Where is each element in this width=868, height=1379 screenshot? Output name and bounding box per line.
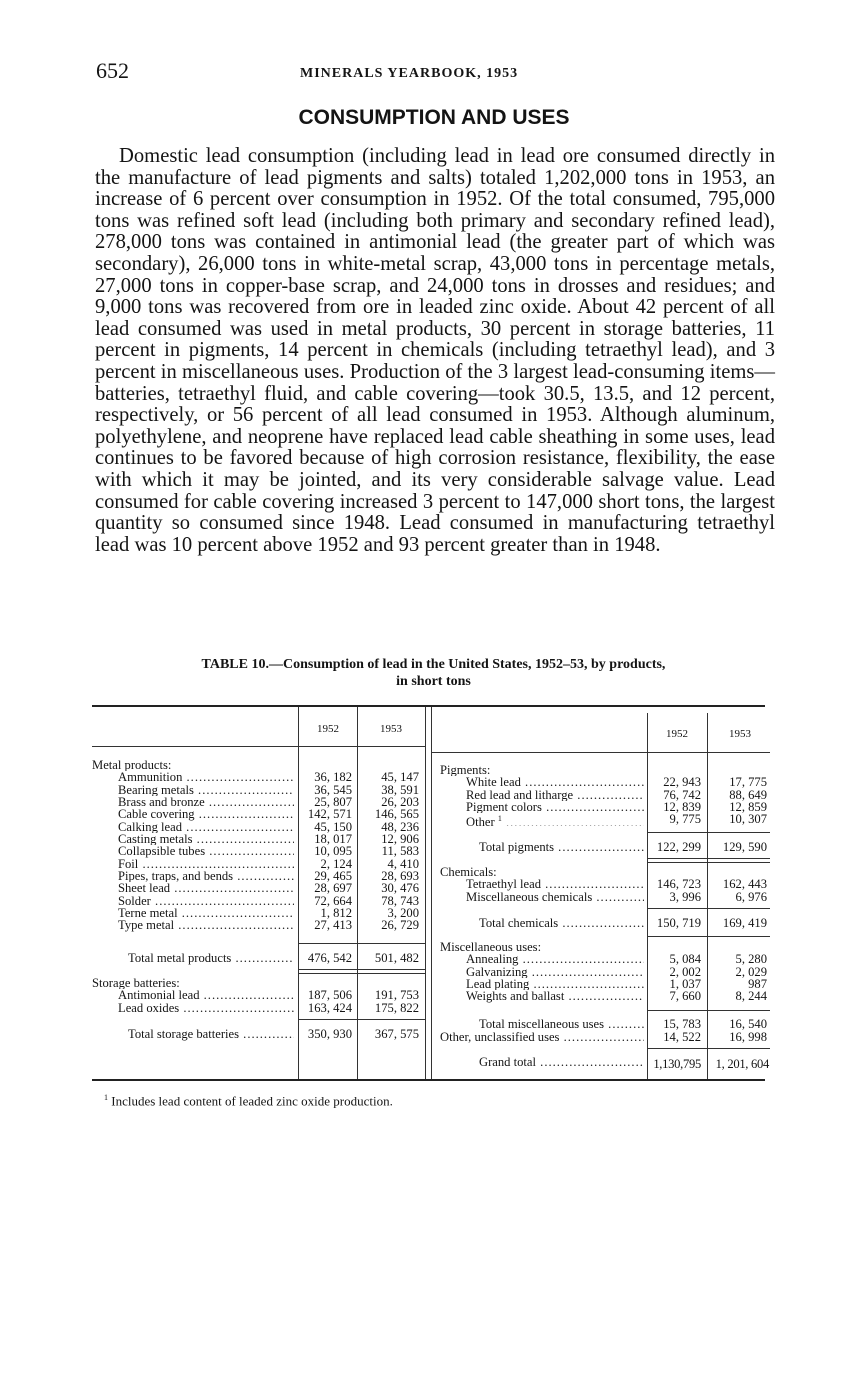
cell-1952: 22, 943 xyxy=(663,776,701,789)
other-unclassified-1952: 14, 522 xyxy=(663,1030,701,1044)
row-label xyxy=(440,813,644,825)
left-divider-b xyxy=(357,707,358,1079)
row-label: Antimonial lead ..... xyxy=(92,989,294,1001)
cell-1953: 26, 729 xyxy=(381,919,419,932)
rule xyxy=(299,1019,425,1020)
storage-batteries-1953 xyxy=(359,977,419,1014)
cell-1952: 18, 017 xyxy=(314,833,352,846)
cell-1953: 4, 410 xyxy=(387,857,419,871)
double-rule xyxy=(648,858,770,859)
cell-1952: 29, 465 xyxy=(314,870,352,883)
row-label: Pipes, traps, and bends ..... xyxy=(92,870,294,882)
cell-1952: 5, 084 xyxy=(669,953,701,966)
chemicals-labels xyxy=(440,866,644,903)
rule xyxy=(648,1048,770,1049)
row-label: Collapsible tubes ..... xyxy=(92,845,294,857)
total-misc-1952: 15, 783 xyxy=(663,1017,701,1031)
total-misc-label: Total miscellaneous uses ..... xyxy=(479,1017,644,1032)
table-bottom-rule xyxy=(92,1079,765,1081)
cell-1953: 6, 976 xyxy=(735,890,767,904)
chemicals-1952 xyxy=(649,866,701,903)
cell-1953: 3, 200 xyxy=(387,907,419,920)
row-label: White lead ..... xyxy=(440,776,644,788)
left-year-1953: 1953 xyxy=(380,723,402,735)
left-year-1952: 1952 xyxy=(317,723,339,735)
metal-products-labels xyxy=(92,759,294,932)
cell-1952: 142, 571 xyxy=(307,808,352,821)
row-label: Cable covering ..... xyxy=(92,808,294,820)
body-paragraph: Domestic lead consumption (including lead in lead ore consumed directly in the manufacture of lead pigments and salts) totaled 1,202,000 tons in 1953, an increase of 6 percent over consumption in 1952. Of the total consumed, 795,000 tons was refined soft lead (including both primary and secondary refined lead), 278,000 tons was contained in antimonial lead (the greater part of which was secondary), 26,000 tons in white-metal scrap, 43,000 tons in percentage metals, 27,000 tons in copper-base scrap, and 24,000 tons in drosses and residues; and 9,000 tons was recovered from ore in leaded zinc oxide. About 42 percent of all lead consumed was used in metal products, 30 percent in storage batteries, 11 percent in pigments, 14 percent in chemicals (including tetraethyl lead), and 3 percent in miscellaneous uses. Production of the 3 largest lead-consuming items—batteries, tetraethyl fluid, and cable covering—took 30.5, 13.5, and 12 percent, respectively, or 56 percent of all lead consumed in 1953. Although aluminum, polyethylene, and neoprene have replaced lead cable sheathing in some uses, lead continues to be favored because of high corrosion resistance, flexibility, the ease with which it may be jointed, and its very considerable salvage value. Lead consumed for cable covering increased 3 percent to 147,000 short tons, the largest quantity so consumed since 1948. Lead consumed in manufacturing tetraethyl lead was 10 percent above 1952 and 93 percent greater than in 1948. xyxy=(95,145,775,556)
table-top-rule xyxy=(92,705,765,707)
double-rule xyxy=(299,973,425,974)
cell-1952: 187, 506 xyxy=(307,989,352,1002)
cell-1952: 1, 812 xyxy=(320,907,352,920)
total-pigments-label: Total pigments ..... xyxy=(479,840,644,855)
total-metal-label: Total metal products ..... xyxy=(128,951,294,966)
storage-batteries-labels xyxy=(92,977,294,1014)
cell-1952: 1, 037 xyxy=(669,978,701,991)
row-label: Red lead and litharge ..... xyxy=(440,789,644,801)
misc-uses-1953 xyxy=(709,941,767,1003)
row-label: Solder ..... xyxy=(92,895,294,907)
section-title: CONSUMPTION AND USES xyxy=(298,106,570,129)
cell-1953: 987 xyxy=(748,978,767,991)
group-heading: Storage batteries: xyxy=(92,977,180,990)
right-year-1952: 1952 xyxy=(666,728,688,740)
caption-line-2: in short tons xyxy=(396,674,471,689)
pigments-1952 xyxy=(649,764,701,826)
cell-1952: 7, 660 xyxy=(669,990,701,1003)
cell-1953: 11, 583 xyxy=(381,845,419,858)
right-year-1953: 1953 xyxy=(729,728,751,740)
cell-1953: 8, 244 xyxy=(735,990,767,1003)
row-label: Lead plating ..... xyxy=(440,978,644,990)
grand-total-1952: 1,130,795 xyxy=(653,1057,701,1071)
cell-1952: 2, 002 xyxy=(669,965,701,979)
rule xyxy=(648,908,770,909)
center-divider-b xyxy=(431,707,432,1079)
cell-1952: 3, 996 xyxy=(669,890,701,904)
caption-line-1: TABLE 10.—Consumption of lead in the United States, 1952–53, by products, xyxy=(201,657,666,672)
cell-1952: 76, 742 xyxy=(663,788,701,802)
misc-uses-labels xyxy=(440,941,644,1003)
right-divider-a xyxy=(647,713,648,1079)
rule xyxy=(648,832,770,833)
pigments-labels xyxy=(440,764,644,826)
rule xyxy=(648,936,770,937)
cell-1952: 163, 424 xyxy=(307,1001,352,1015)
cell-1953: 12, 859 xyxy=(729,801,767,814)
total-misc-1953: 16, 540 xyxy=(729,1017,767,1031)
total-pigments-1953: 129, 590 xyxy=(722,840,767,854)
cell-1953: 30, 476 xyxy=(381,882,419,895)
metal-products-1953 xyxy=(359,759,419,932)
grand-total-1953: 1, 201, 604 xyxy=(715,1057,769,1071)
grand-total-label: Grand total ..... xyxy=(479,1055,644,1070)
cell-1953: 17, 775 xyxy=(729,776,767,789)
cell-1953: 191, 753 xyxy=(374,989,419,1002)
row-label: Brass and bronze ..... xyxy=(92,796,294,808)
rule xyxy=(299,943,425,944)
cell-1953: 2, 029 xyxy=(735,965,767,979)
cell-1953: 162, 443 xyxy=(722,878,767,891)
other-unclassified-label: Other, unclassified uses ..... xyxy=(440,1030,644,1045)
cell-1953: 26, 203 xyxy=(381,796,419,809)
row-label: Miscellaneous chemicals ..... xyxy=(440,891,644,903)
running-title: MINERALS YEARBOOK, 1953 xyxy=(300,66,519,81)
group-heading: Metal products: xyxy=(92,759,172,772)
row-label: Tetraethyl lead ..... xyxy=(440,878,644,890)
page-number: 652 xyxy=(96,58,129,83)
cell-1953: 88, 649 xyxy=(729,788,767,802)
total-chemicals-1953: 169, 419 xyxy=(722,916,767,930)
cell-1953: 78, 743 xyxy=(381,894,419,908)
double-rule xyxy=(648,862,770,863)
cell-1953: 38, 591 xyxy=(381,783,419,797)
cell-1953: 48, 236 xyxy=(381,820,419,834)
storage-batteries-1952 xyxy=(300,977,352,1014)
cell-1952: 2, 124 xyxy=(320,857,352,871)
cell-1952: 12, 839 xyxy=(663,801,701,814)
cell-1952: 25, 807 xyxy=(314,796,352,809)
cell-1953: 45, 147 xyxy=(381,771,419,784)
total-pigments-1952: 122, 299 xyxy=(656,840,701,854)
total-metal-1953: 501, 482 xyxy=(374,951,419,965)
group-heading: Pigments: xyxy=(440,764,491,777)
row-label: Bearing metals ..... xyxy=(92,784,294,796)
total-chemicals-1952: 150, 719 xyxy=(656,916,701,930)
row-label: Casting metals ..... xyxy=(92,833,294,845)
cell-1952: 28, 697 xyxy=(314,882,352,895)
footnote-marker: 1 xyxy=(104,1093,108,1102)
total-chemicals-label: Total chemicals ..... xyxy=(479,916,644,931)
footnote xyxy=(104,1093,393,1109)
left-divider-a xyxy=(298,707,299,1079)
cell-1953: 175, 822 xyxy=(374,1001,419,1015)
row-label: Sheet lead ..... xyxy=(92,882,294,894)
cell-1953: 12, 906 xyxy=(381,833,419,846)
other-label: Other xyxy=(466,815,495,826)
row-label: Weights and ballast ..... xyxy=(440,990,644,1002)
row-label: Ammunition ..... xyxy=(92,771,294,783)
footnote-ref: 1 xyxy=(497,814,502,824)
cell-1952: 146, 723 xyxy=(656,878,701,891)
table-caption xyxy=(92,656,775,690)
footnote-text: Includes lead content of leaded zinc oxide production. xyxy=(111,1093,393,1109)
cell-1953: 10, 307 xyxy=(729,813,767,826)
row-label: Pigment colors ..... xyxy=(440,801,644,813)
cell-1953: 146, 565 xyxy=(374,808,419,821)
metal-products-1952 xyxy=(300,759,352,932)
cell-1952: 10, 095 xyxy=(314,845,352,858)
row-label: Calking lead ..... xyxy=(92,821,294,833)
total-storage-label: Total storage batteries ..... xyxy=(128,1027,294,1042)
other-unclassified-1953: 16, 998 xyxy=(729,1030,767,1044)
cell-1953: 28, 693 xyxy=(381,870,419,883)
pigments-1953 xyxy=(709,764,767,826)
center-divider-a xyxy=(425,707,426,1079)
total-metal-1952: 476, 542 xyxy=(307,951,352,965)
total-storage-1952: 350, 930 xyxy=(307,1027,352,1041)
cell-1952: 45, 150 xyxy=(314,820,352,834)
cell-1952: 27, 413 xyxy=(314,919,352,932)
row-label: Terne metal ..... xyxy=(92,907,294,919)
group-heading: Chemicals: xyxy=(440,866,497,879)
row-label: Galvanizing ..... xyxy=(440,966,644,978)
cell-1953: 5, 280 xyxy=(735,953,767,966)
cell-1952: 9, 775 xyxy=(669,813,701,826)
right-divider-b xyxy=(707,713,708,1079)
cell-1952: 36, 182 xyxy=(314,771,352,784)
row-label: Annealing ..... xyxy=(440,953,644,965)
chemicals-1953 xyxy=(709,866,767,903)
double-rule xyxy=(299,969,425,970)
total-storage-1953: 367, 575 xyxy=(374,1027,419,1041)
row-label: Type metal ..... xyxy=(92,919,294,931)
right-header-rule xyxy=(432,752,770,753)
cell-1952: 72, 664 xyxy=(314,894,352,908)
misc-uses-1952 xyxy=(649,941,701,1003)
row-label: Lead oxides ..... xyxy=(92,1002,294,1014)
group-heading: Miscellaneous uses: xyxy=(440,941,542,954)
cell-1952: 36, 545 xyxy=(314,783,352,797)
left-header-rule xyxy=(92,746,425,747)
rule xyxy=(648,1010,770,1011)
row-label: Foil ..... xyxy=(92,858,294,870)
